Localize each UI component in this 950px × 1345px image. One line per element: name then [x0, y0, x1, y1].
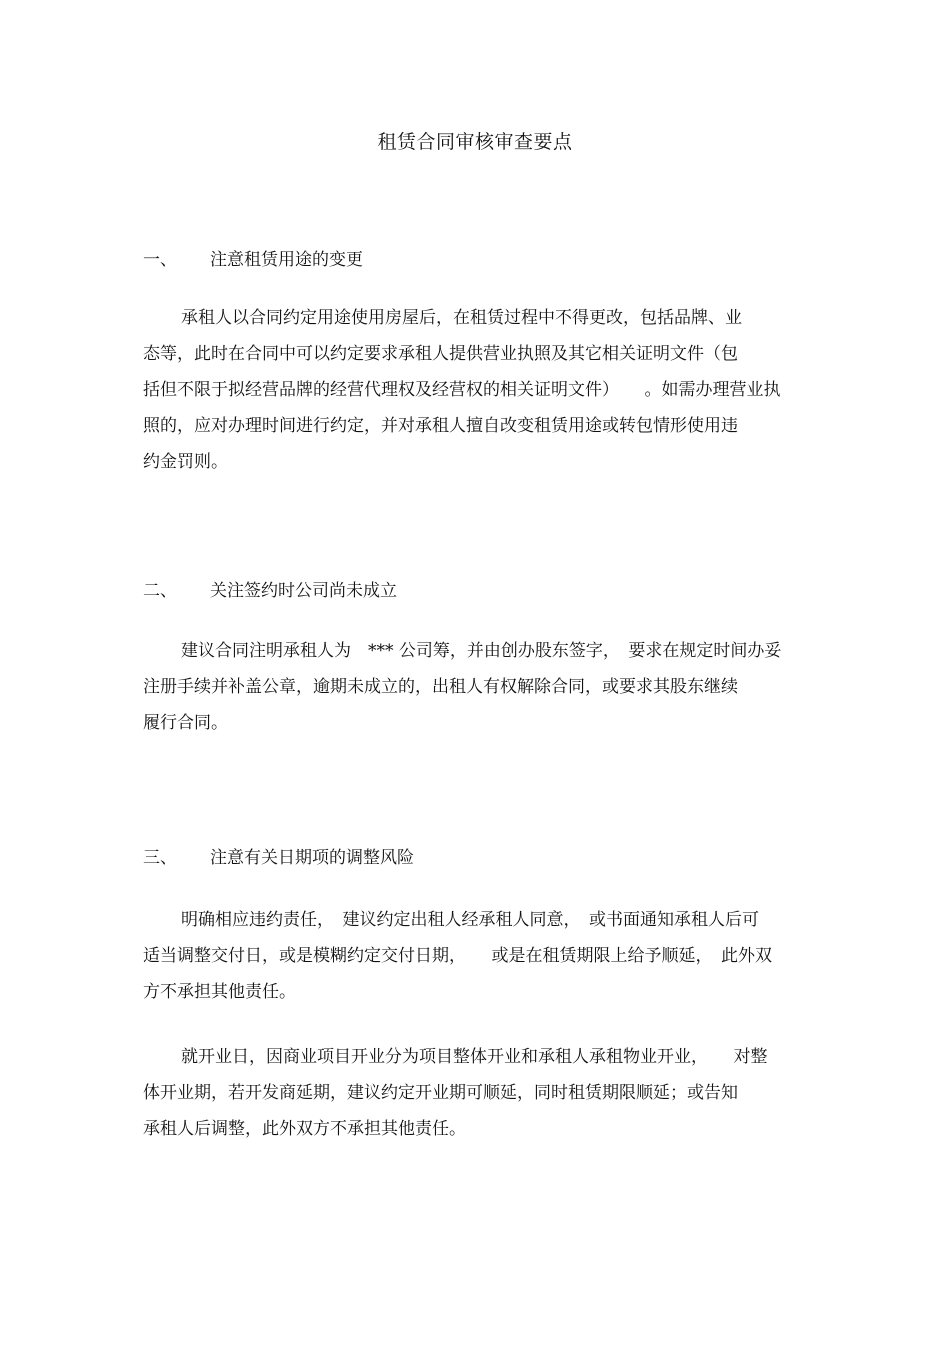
paragraph-line: 方不承担其他责任。	[143, 982, 296, 1002]
section-number: 一、	[143, 250, 177, 270]
paragraph-line: 就开业日，因商业项目开业分为项目整体开业和承租人承租物业开业， 对整	[181, 1047, 768, 1067]
paragraph-line: 注册手续并补盖公章，逾期未成立的，出租人有权解除合同，或要求其股东继续	[143, 677, 738, 697]
section-number: 二、	[143, 581, 177, 601]
section-title: 关注签约时公司尚未成立	[210, 581, 397, 601]
paragraph-line: 明确相应违约责任， 建议约定出租人经承租人同意， 或书面通知承租人后可	[181, 910, 759, 930]
section-title: 注意租赁用途的变更	[210, 250, 363, 270]
paragraph-line: 照的，应对办理时间进行约定，并对承租人擅自改变租赁用途或转包情形使用违	[143, 416, 738, 436]
paragraph-line: 约金罚则。	[143, 452, 228, 472]
document-title: 租赁合同审核审查要点	[377, 131, 573, 153]
paragraph-line: 体开业期，若开发商延期，建议约定开业期可顺延，同时租赁期限顺延；或告知	[143, 1083, 738, 1103]
section-3-paragraph-2	[143, 1039, 823, 1147]
section-title: 注意有关日期项的调整风险	[210, 848, 414, 868]
paragraph-line: 承租人以合同约定用途使用房屋后，在租赁过程中不得更改，包括品牌、业	[181, 308, 742, 328]
section-3-paragraph-1	[143, 902, 823, 1010]
section-heading-2	[143, 579, 397, 603]
section-heading-1	[143, 248, 363, 272]
section-1-paragraph-1	[143, 300, 823, 480]
section-number: 三、	[143, 848, 177, 868]
section-heading-3	[143, 846, 414, 870]
paragraph-line: 承租人后调整，此外双方不承担其他责任。	[143, 1119, 466, 1139]
paragraph-line: 适当调整交付日，或是模糊约定交付日期， 或是在租赁期限上给予顺延， 此外双	[143, 946, 772, 966]
paragraph-line: 履行合同。	[143, 713, 228, 733]
paragraph-line: 建议合同注明承租人为 *** 公司筹，并由创办股东签字， 要求在规定时间办妥	[181, 641, 782, 661]
section-2-paragraph-1	[143, 633, 823, 741]
paragraph-line: 括但不限于拟经营品牌的经营代理权及经营权的相关证明文件） 。如需办理营业执	[143, 380, 781, 400]
paragraph-line: 态等，此时在合同中可以约定要求承租人提供营业执照及其它相关证明文件（包	[143, 344, 738, 364]
